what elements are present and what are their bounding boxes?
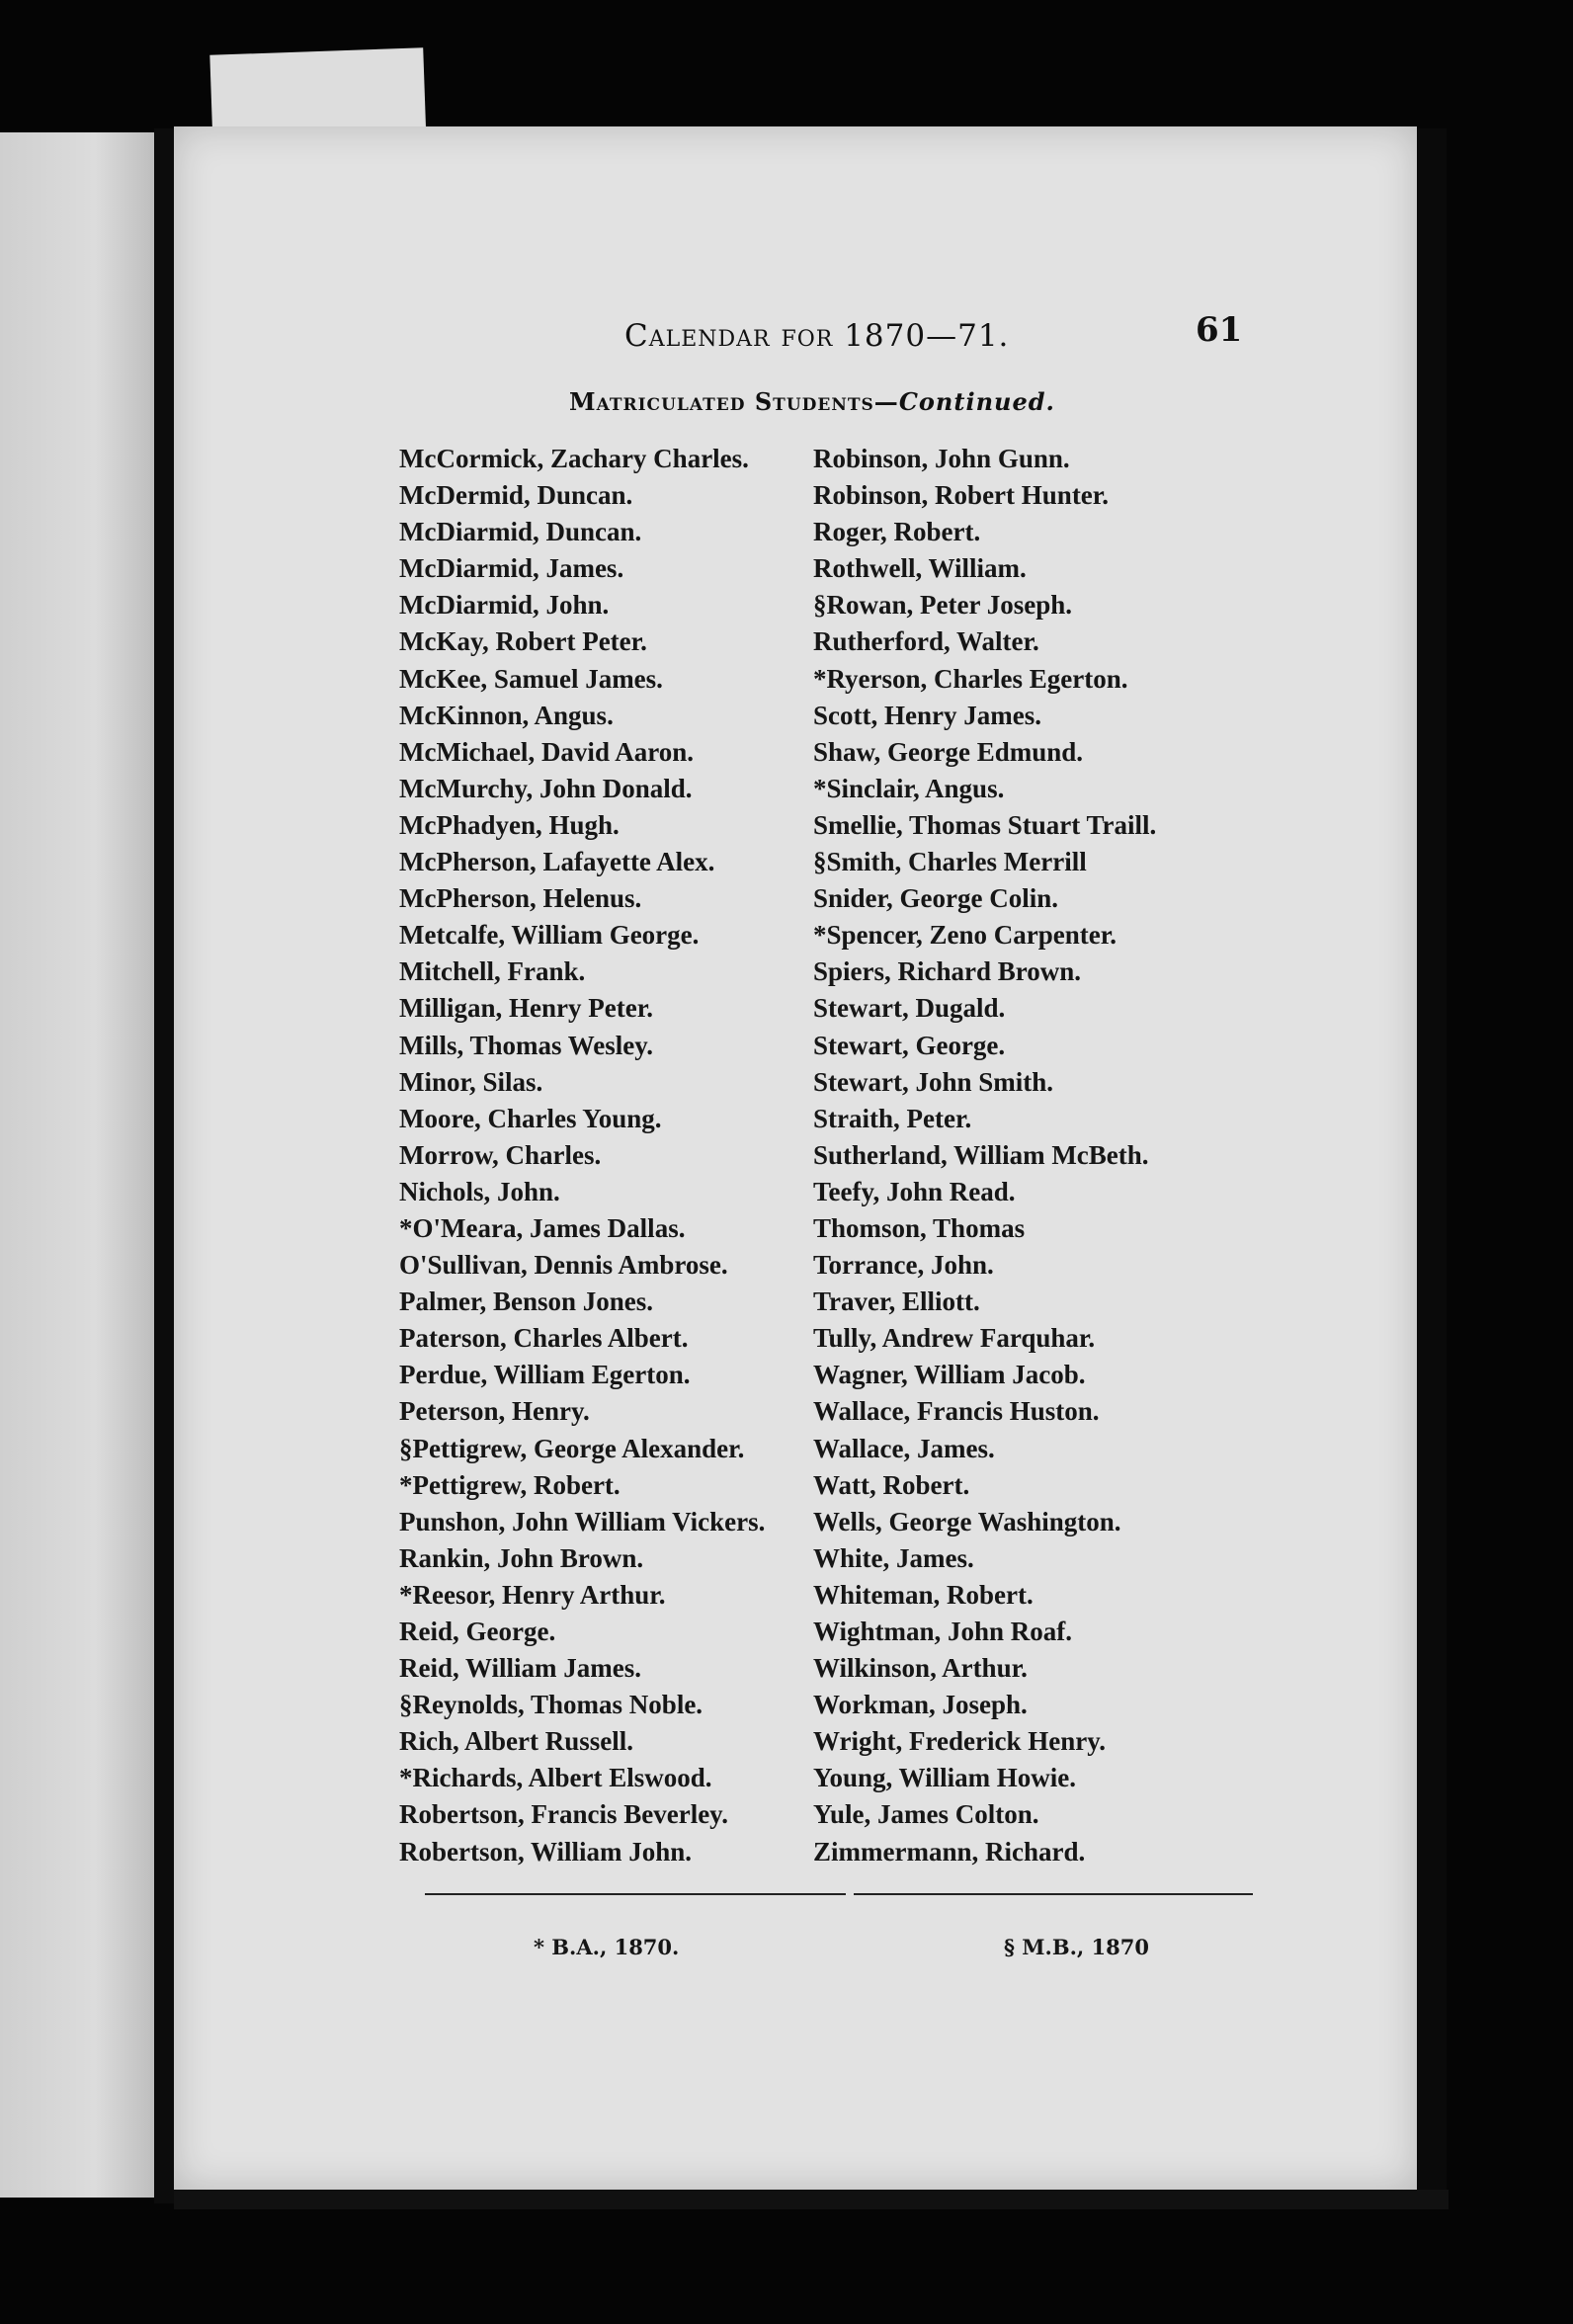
student-entry: Traver, Elliott. [813, 1286, 980, 1317]
student-entry: Snider, George Colin. [813, 883, 1059, 914]
student-entry: Robinson, John Gunn. [813, 444, 1070, 473]
student-entry: Paterson, Charles Albert. [399, 1323, 689, 1354]
student-entry: Young, William Howie. [813, 1763, 1077, 1793]
student-entry: Smellie, Thomas Stuart Traill. [813, 809, 1157, 840]
student-entry: McMurchy, John Donald. [399, 773, 693, 803]
student-entry: Morrow, Charles. [399, 1139, 602, 1170]
student-entry: Peterson, Henry. [399, 1396, 590, 1427]
student-entry: Rich, Albert Russell. [399, 1726, 634, 1757]
student-entry: Roger, Robert. [813, 517, 981, 547]
student-entry: Whiteman, Robert. [813, 1579, 1034, 1610]
page-number: 61 [1196, 310, 1243, 350]
student-entry: McDiarmid, Duncan. [399, 517, 642, 547]
student-entry: Rankin, John Brown. [399, 1542, 644, 1573]
student-entry: Rothwell, William. [813, 553, 1027, 584]
student-entry: Milligan, Henry Peter. [399, 993, 653, 1024]
student-entry: *Reesor, Henry Arthur. [399, 1579, 666, 1610]
student-entry: Wells, George Washington. [813, 1506, 1121, 1536]
student-entry: Metcalfe, William George. [399, 920, 700, 951]
student-entry: Spiers, Richard Brown. [813, 956, 1082, 987]
student-entry: Torrance, John. [813, 1250, 994, 1281]
student-entry: §Pettigrew, George Alexander. [399, 1433, 745, 1463]
student-entry: McDiarmid, James. [399, 553, 624, 584]
student-entry: Stewart, George. [813, 1030, 1006, 1060]
student-entry: McPherson, Lafayette Alex. [399, 847, 715, 877]
student-entry: Punshon, John William Vickers. [399, 1506, 766, 1536]
student-entry: *Richards, Albert Elswood. [399, 1763, 712, 1793]
student-entry: Rutherford, Walter. [813, 626, 1039, 657]
footnote-mb: § M.B., 1870 [1004, 1935, 1149, 1959]
student-entry: White, James. [813, 1542, 974, 1573]
student-entry: Robertson, Francis Beverley. [399, 1799, 728, 1830]
student-entry: Yule, James Colton. [813, 1799, 1039, 1830]
student-entry: Palmer, Benson Jones. [399, 1286, 654, 1317]
student-entry: Reid, William James. [399, 1653, 642, 1684]
student-entry: Straith, Peter. [813, 1103, 972, 1133]
student-entry: Robinson, Robert Hunter. [813, 480, 1110, 511]
student-entry: §Smith, Charles Merrill [813, 847, 1087, 877]
student-entry: Perdue, William Egerton. [399, 1360, 691, 1390]
student-entry: McCormick, Zachary Charles. [399, 444, 749, 473]
student-entry: Stewart, Dugald. [813, 993, 1006, 1024]
running-head-title: Calendar for [624, 318, 834, 354]
student-entry: Robertson, William John. [399, 1836, 693, 1867]
student-entry: McDiarmid, John. [399, 590, 610, 621]
student-entry: McMichael, David Aaron. [399, 736, 694, 767]
student-entry: Watt, Robert. [813, 1469, 970, 1500]
page-bottom-edge [174, 2190, 1449, 2209]
section-heading [569, 387, 1055, 416]
student-entry: §Reynolds, Thomas Noble. [399, 1690, 704, 1720]
footnote-rule-right [854, 1893, 1253, 1895]
section-continued: Continued. [898, 387, 1055, 416]
footnote-ba: * B.A., 1870. [534, 1935, 680, 1959]
page-edge-shadow [1417, 128, 1447, 2194]
section-title: Matriculated Students— [569, 387, 899, 416]
student-entry: Scott, Henry James. [813, 700, 1041, 730]
student-entry: *Pettigrew, Robert. [399, 1469, 621, 1500]
student-entry: Wilkinson, Arthur. [813, 1653, 1028, 1684]
student-entry: Teefy, John Read. [813, 1176, 1016, 1206]
student-entry: McPhadyen, Hugh. [399, 809, 620, 840]
student-entry: Sutherland, William McBeth. [813, 1139, 1149, 1170]
student-entry: Minor, Silas. [399, 1066, 543, 1097]
running-head-years: 1870—71. [844, 318, 1010, 354]
student-entry: Workman, Joseph. [813, 1690, 1028, 1720]
student-entry: O'Sullivan, Dennis Ambrose. [399, 1250, 728, 1281]
student-entry: McDermid, Duncan. [399, 480, 633, 511]
student-entry: Mitchell, Frank. [399, 956, 586, 987]
student-entry: McKay, Robert Peter. [399, 626, 647, 657]
student-entry: Tully, Andrew Farquhar. [813, 1323, 1096, 1354]
student-entry: Zimmermann, Richard. [813, 1836, 1086, 1867]
book-gutter [154, 128, 176, 2203]
student-entry: McKee, Samuel James. [399, 663, 663, 694]
student-entry: Wright, Frederick Henry. [813, 1726, 1106, 1757]
student-entry: Wightman, John Roaf. [813, 1617, 1073, 1646]
student-entry: Mills, Thomas Wesley. [399, 1030, 654, 1060]
student-entry: Wallace, James. [813, 1433, 995, 1463]
student-entry: Wagner, William Jacob. [813, 1360, 1086, 1390]
student-entry: *Spencer, Zeno Carpenter. [813, 920, 1117, 951]
student-entry: Stewart, John Smith. [813, 1066, 1054, 1097]
student-entry: McPherson, Helenus. [399, 883, 642, 914]
student-entry: McKinnon, Angus. [399, 700, 614, 730]
student-entry: Reid, George. [399, 1617, 556, 1646]
footnote-rule-left [425, 1893, 846, 1895]
student-entry: Wallace, Francis Huston. [813, 1396, 1100, 1427]
student-entry: §Rowan, Peter Joseph. [813, 590, 1072, 621]
student-entry: *Sinclair, Angus. [813, 773, 1005, 803]
student-entry: Shaw, George Edmund. [813, 736, 1084, 767]
student-entry: *O'Meara, James Dallas. [399, 1212, 686, 1243]
student-entry: Thomson, Thomas [813, 1212, 1026, 1243]
student-entry: Moore, Charles Young. [399, 1103, 662, 1133]
facing-page-edge [0, 132, 158, 2198]
running-head [624, 318, 1009, 354]
student-list-left [399, 441, 834, 1870]
student-list-right [813, 441, 1248, 1870]
student-entry: Nichols, John. [399, 1176, 560, 1206]
student-entry: *Ryerson, Charles Egerton. [813, 663, 1128, 694]
